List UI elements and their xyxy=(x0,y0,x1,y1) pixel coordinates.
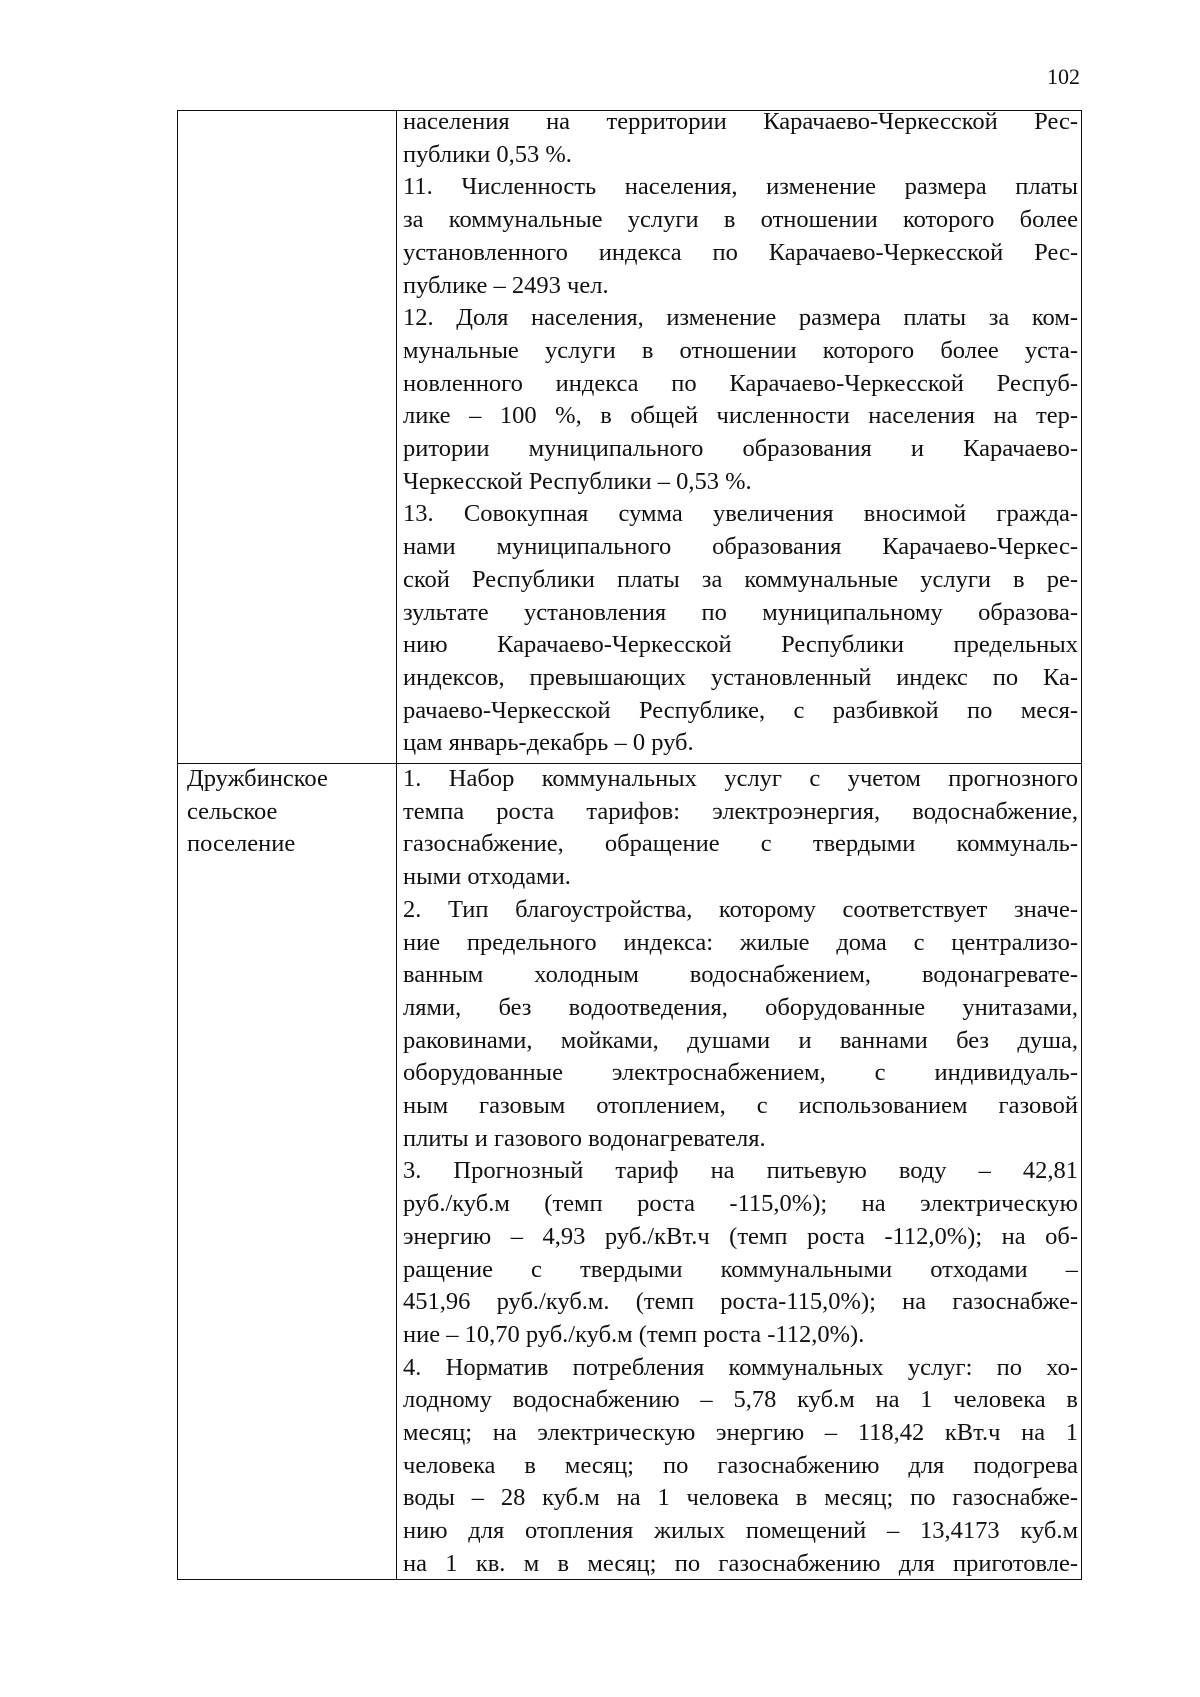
text-line: публике – 2493 чел. xyxy=(403,271,609,299)
text-line: оборудованные электроснабжением, с индивидуаль- xyxy=(403,1059,1078,1087)
table-column-divider xyxy=(396,111,397,1579)
text-line: Черкесской Республики – 0,53 %. xyxy=(403,467,752,495)
text-line: ние предельного индекса: жилые дома с централизо- xyxy=(403,928,1078,956)
text-line: ным газовым отоплением, с использованием газовой xyxy=(403,1092,1078,1120)
text-line: ращение с твердыми коммунальными отходами – xyxy=(403,1255,1078,1283)
text-line: лями, без водоотведения, оборудованные унитазами, xyxy=(403,993,1078,1021)
text-line: ритории муниципального образования и Карачаево- xyxy=(403,435,1078,463)
text-line: на 1 кв. м в месяц; по газоснабжению для приготовле- xyxy=(403,1549,1078,1577)
text-line: темпа роста тарифов: электроэнергия, водоснабжение, xyxy=(403,797,1078,825)
text-line: нию Карачаево-Черкесской Республики предельных xyxy=(403,631,1078,659)
text-line: за коммунальные услуги в отношении которого более xyxy=(403,206,1078,234)
text-line: 3. Прогнозный тариф на питьевую воду – 42,81 xyxy=(403,1157,1078,1185)
row1-description-cell xyxy=(403,106,1078,760)
text-line: 4. Норматив потребления коммунальных услуг: по хо- xyxy=(403,1353,1078,1381)
text-line: 13. Совокупная сумма увеличения вносимой гражда- xyxy=(403,500,1078,528)
text-line: рачаево-Черкесской Республике, с разбивкой по меся- xyxy=(403,696,1078,724)
row2-description-cell xyxy=(403,763,1078,1581)
text-line: руб./куб.м (темп роста -115,0%); на электрическую xyxy=(403,1190,1078,1218)
municipality-name-line: поселение xyxy=(187,830,296,858)
text-line: населения на территории Карачаево-Черкесской Рес- xyxy=(403,108,1078,135)
text-line: газоснабжение, обращение с твердыми коммуналь- xyxy=(403,830,1078,858)
row2-municipality-cell xyxy=(187,763,387,861)
page-number: 102 xyxy=(1047,64,1080,89)
text-line: воды – 28 куб.м на 1 человека в месяц; по газоснабже- xyxy=(403,1484,1078,1512)
document-table xyxy=(177,110,1082,1580)
text-line: ние – 10,70 руб./куб.м (темп роста -112,0%). xyxy=(403,1320,865,1348)
text-line: ванным холодным водоснабжением, водонагревате- xyxy=(403,961,1078,989)
text-line: человека в месяц; по газоснабжению для подогрева xyxy=(403,1451,1078,1479)
text-line: установленного индекса по Карачаево-Черкесской Рес- xyxy=(403,238,1078,266)
text-line: новленного индекса по Карачаево-Черкесской Респуб- xyxy=(403,369,1078,397)
text-line: 12. Доля населения, изменение размера платы за ком- xyxy=(403,304,1078,332)
text-line: нами муниципального образования Карачаево-Черкес- xyxy=(403,533,1078,561)
text-line: публики 0,53 %. xyxy=(403,140,572,168)
text-line: 11. Численность населения, изменение размера платы xyxy=(403,173,1078,201)
text-line: месяц; на электрическую энергию – 118,42 кВт.ч на 1 xyxy=(403,1419,1078,1447)
text-line: цам январь-декабрь – 0 руб. xyxy=(403,729,694,757)
text-line: ской Республики платы за коммунальные услуги в ре- xyxy=(403,565,1078,593)
municipality-name-line: Дружбинское xyxy=(187,765,328,792)
text-line: 451,96 руб./куб.м. (темп роста-115,0%); на газоснабже- xyxy=(403,1288,1078,1316)
text-line: зультате установления по муниципальному образова- xyxy=(403,598,1078,626)
text-line: нию для отопления жилых помещений – 13,4173 куб.м xyxy=(403,1517,1078,1545)
text-line: 1. Набор коммунальных услуг с учетом прогнозного xyxy=(403,765,1078,792)
text-line: лодному водоснабжению – 5,78 куб.м на 1 человека в xyxy=(403,1386,1078,1414)
text-line: ными отходами. xyxy=(403,863,571,891)
text-line: энергию – 4,93 руб./кВт.ч (темп роста -112,0%); на об- xyxy=(403,1222,1078,1250)
text-line: плиты и газового водонагревателя. xyxy=(403,1124,766,1152)
text-line: 2. Тип благоустройства, которому соответствует значе- xyxy=(403,895,1078,923)
text-line: индексов, превышающих установленный индекс по Ка- xyxy=(403,663,1078,691)
text-line: раковинами, мойками, душами и ваннами без душа, xyxy=(403,1026,1078,1054)
text-line: мунальные услуги в отношении которого более уста- xyxy=(403,336,1078,364)
municipality-name-line: сельское xyxy=(187,797,278,825)
text-line: лике – 100 %, в общей численности населения на тер- xyxy=(403,402,1078,430)
